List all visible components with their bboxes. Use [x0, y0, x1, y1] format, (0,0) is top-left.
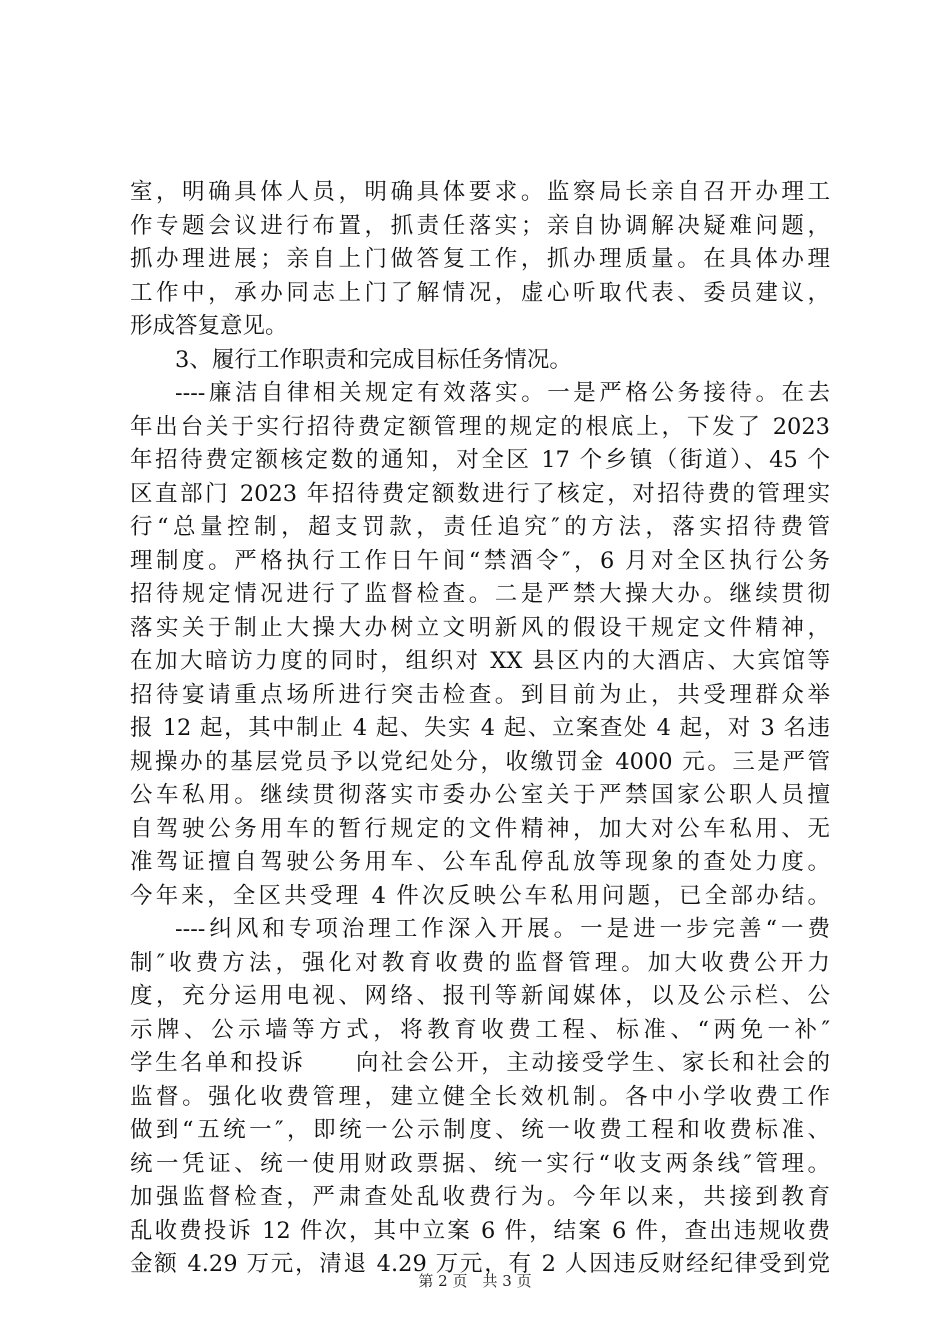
text-line: 监督。强化收费管理，建立健全长效机制。各中小学收费工作 [130, 1083, 830, 1110]
text-line: 公车私用。继续贯彻落实市委办公室关于严禁国家公职人员擅 [130, 782, 830, 808]
text-line: 示牌、公示墙等方式，将教育收费工程、标准、“两免一补″ [130, 1016, 830, 1043]
document-body [130, 176, 830, 1282]
text-line: 做到“五统一″，即统一公示制度、统一收费工程和收费标准、 [130, 1117, 830, 1143]
text-line: 准驾证擅自驾驶公务用车、公车乱停乱放等现象的查处力度。 [130, 849, 830, 875]
text-line: 今年来，全区共受理 4 件次反映公车私用问题，已全部办结。 [130, 882, 830, 909]
text-line: 室，明确具体人员，明确具体要求。监察局长亲自召开办理工 [130, 179, 830, 205]
text-line: 金额 4.29 万元，清退 4.29 万元，有 2 人因违反财经纪律受到党 [130, 1251, 830, 1277]
text-line: 区直部门 2023 年招待费定额数进行了核定，对招待费的管理实 [130, 480, 830, 507]
text-line: 加强监督检查，严肃查处乱收费行为。今年以来，共接到教育 [130, 1184, 830, 1210]
text-line: 报 12 起，其中制止 4 起、失实 4 起、立案查处 4 起，对 3 名违 [130, 715, 830, 741]
text-line: 3、履行工作职责和完成目标任务情况。 [175, 346, 572, 373]
text-line: 学生名单和投诉 向社会公开，主动接受学生、家长和社会的 [130, 1050, 830, 1076]
text-line: 招待宴请重点场所进行突击检查。到目前为止，共受理群众举 [130, 681, 830, 708]
text-line: 作专题会议进行布置，抓责任落实；亲自协调解决疑难问题， [130, 212, 830, 239]
text-line: 工作中，承办同志上门了解情况，虚心听取代表、委员建议， [130, 279, 830, 306]
text-line: 招待规定情况进行了监督检查。二是严禁大操大办。继续贯彻 [130, 581, 830, 607]
text-line: 落实关于制止大操大办树立文明新风的假设干规定文件精神， [130, 614, 830, 641]
text-line: 规操办的基层党员予以党纪处分，收缴罚金 4000 元。三是严管 [130, 748, 830, 775]
text-line: 乱收费投诉 12 件次，其中立案 6 件，结案 6 件，查出违规收费 [130, 1217, 830, 1244]
text-line: 年出台关于实行招待费定额管理的规定的根底上，下发了 2023 [130, 413, 830, 440]
text-line: 行“总量控制，超支罚款，责任追究″的方法，落实招待费管 [130, 514, 830, 540]
text-line: 形成答复意见。 [130, 313, 288, 339]
text-line: 自驾驶公务用车的暂行规定的文件精神，加大对公车私用、无 [130, 815, 830, 842]
text-line: 在加大暗访力度的同时，组织对 XX 县区内的大酒店、大宾馆等 [130, 648, 830, 674]
text-line: 制″收费方法，强化对教育收费的监督管理。加大收费公开力 [130, 949, 830, 976]
text-line: 年招待费定额核定数的通知，对全区 17 个乡镇（街道）、45 个 [130, 447, 830, 473]
page-footer: 第 2 页 共 3 页 [418, 1272, 532, 1290]
text-line: 统一凭证、统一使用财政票据、统一实行“收支两条线″管理。 [130, 1150, 830, 1177]
text-line: 度，充分运用电视、网络、报刊等新闻媒体，以及公示栏、公 [130, 983, 830, 1009]
text-line: ----纠风和专项治理工作深入开展。一是进一步完善“一费 [175, 916, 830, 942]
text-line: ----廉洁自律相关规定有效落实。一是严格公务接待。在去 [175, 380, 830, 406]
text-line: 理制度。严格执行工作日午间“禁酒令″，6 月对全区执行公务 [130, 547, 830, 574]
text-line: 抓办理进展；亲自上门做答复工作，抓办理质量。在具体办理 [130, 246, 830, 272]
